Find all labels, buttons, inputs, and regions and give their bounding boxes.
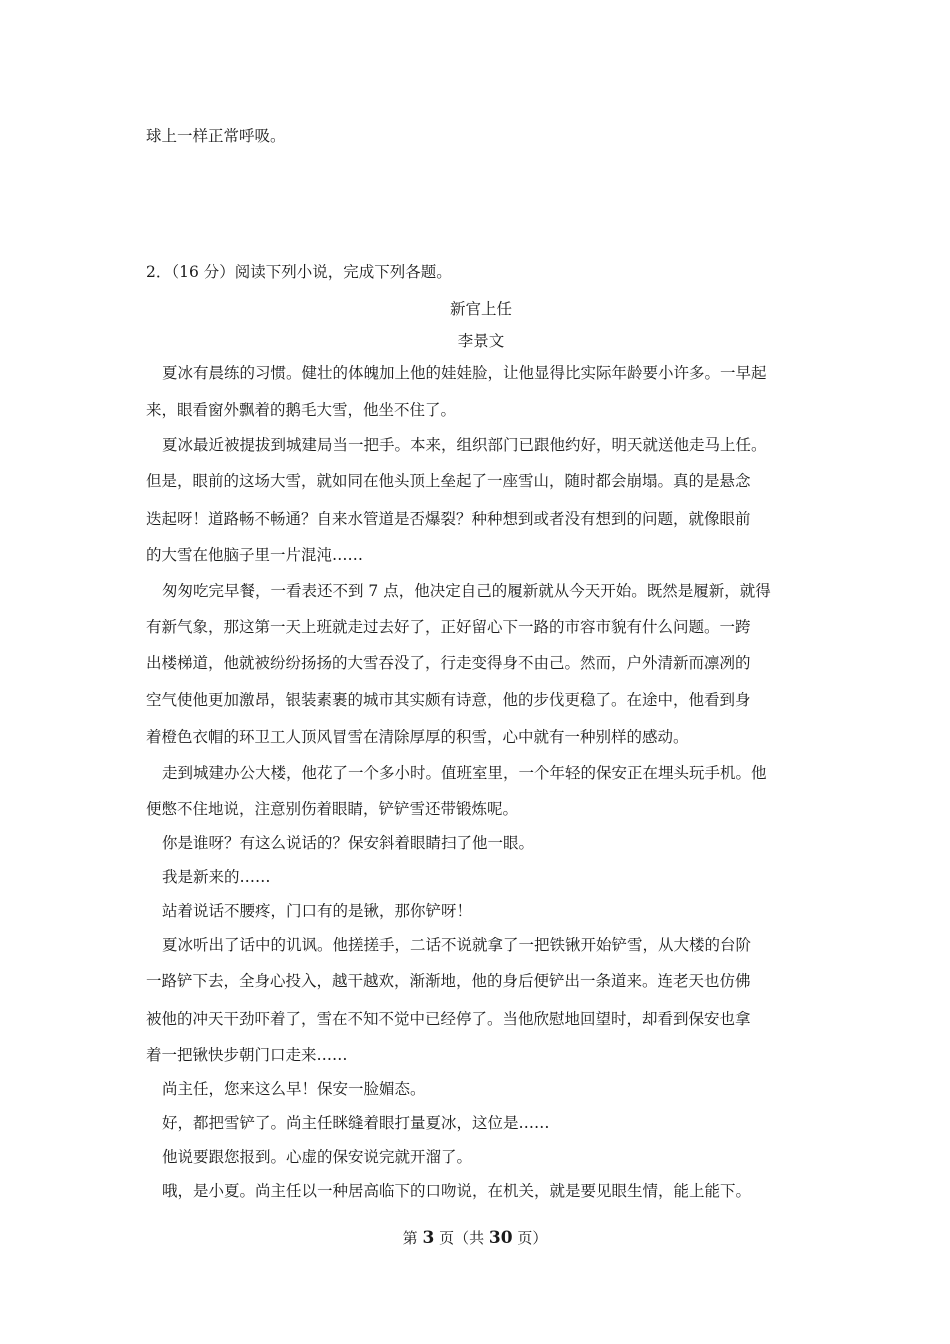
- page-footer: [0, 1228, 950, 1248]
- story-line: 一路铲下去，全身心投入，越干越欢，渐渐地，他的身后便铲出一条道来。连老天也仿佛: [146, 972, 751, 990]
- story-line: 来，眼看窗外飘着的鹅毛大雪，他坐不住了。: [146, 401, 457, 419]
- story-line: 便憋不住地说，注意别伤着眼睛，铲铲雪还带锻炼呢。: [146, 800, 519, 818]
- story-line: 你是谁呀？有这么说话的？保安斜着眼睛扫了他一眼。: [162, 834, 535, 852]
- story-author: 李景文: [457, 332, 505, 350]
- story-line: 夏冰听出了话中的讥讽。他搓搓手，二话不说就拿了一把铁锹开始铲雪，从大楼的台阶: [162, 936, 752, 954]
- footer-suffix: 页）: [517, 1229, 548, 1247]
- story-line: 哦，是小夏。尚主任以一种居高临下的口吻说，在机关，就是要见眼生情，能上能下。: [162, 1182, 752, 1200]
- story-line: 站着说话不腰疼，门口有的是锹，那你铲呀！: [162, 902, 473, 920]
- story-title: 新官上任: [449, 300, 512, 318]
- question-number: 2．: [146, 263, 172, 281]
- story-line: 尚主任，您来这么早！保安一脸媚态。: [162, 1080, 426, 1098]
- story-line: 着橙色衣帽的环卫工人顶风冒雪在清除厚厚的积雪，心中就有一种别样的感动。: [146, 728, 689, 746]
- previous-answer-fragment: 球上一样正常呼吸。: [146, 127, 286, 145]
- question-heading: [146, 262, 816, 282]
- footer-middle: 页（共: [439, 1229, 485, 1247]
- story-line: 他说要跟您报到。心虚的保安说完就开溜了。: [162, 1148, 473, 1166]
- story-line: 空气使他更加激昂，银装素裹的城市其实颇有诗意，他的步伐更稳了。在途中，他看到身: [146, 691, 751, 709]
- story-line: 迭起呀！道路畅不畅通？自来水管道是否爆裂？种种想到或者没有想到的问题，就像眼前: [146, 510, 751, 528]
- story-line: 好，都把雪铲了。尚主任眯缝着眼打量夏冰，这位是……: [162, 1114, 550, 1132]
- question-points: （16 分）: [171, 263, 235, 281]
- story-line: 夏冰有晨练的习惯。健壮的体魄加上他的娃娃脸，让他显得比实际年龄要小许多。一早起: [162, 364, 767, 382]
- story-line: 的大雪在他脑子里一片混沌……: [146, 546, 364, 564]
- story-line: 有新气象，那这第一天上班就走过去好了，正好留心下一路的市容市貌有什么问题。一跨: [146, 618, 751, 636]
- question-instruction: 阅读下列小说，完成下列各题。: [234, 263, 452, 281]
- story-line: 但是，眼前的这场大雪，就如同在他头顶上垒起了一座雪山，随时都会崩塌。真的是悬念: [146, 472, 751, 490]
- story-line: 我是新来的……: [162, 868, 271, 886]
- story-line: 走到城建办公大楼，他花了一个多小时。值班室里，一个年轻的保安正在埋头玩手机。他: [162, 764, 767, 782]
- footer-total-pages: 30: [488, 1228, 513, 1248]
- footer-page-number: 3: [422, 1228, 435, 1248]
- story-line: 匆匆吃完早餐，一看表还不到 7 点，他决定自己的履新就从今天开始。既然是履新，就得: [162, 582, 771, 600]
- story-line: 着一把锹快步朝门口走来……: [146, 1046, 348, 1064]
- story-line: 被他的冲天干劲吓着了，雪在不知不觉中已经停了。当他欣慰地回望时，却看到保安也拿: [146, 1010, 751, 1028]
- story-line: 出楼梯道，他就被纷纷扬扬的大雪吞没了，行走变得身不由己。然而，户外清新而凛冽的: [146, 654, 751, 672]
- story-line: 夏冰最近被提拔到城建局当一把手。本来，组织部门已跟他约好，明天就送他走马上任。: [162, 436, 767, 454]
- footer-prefix: 第: [402, 1229, 418, 1247]
